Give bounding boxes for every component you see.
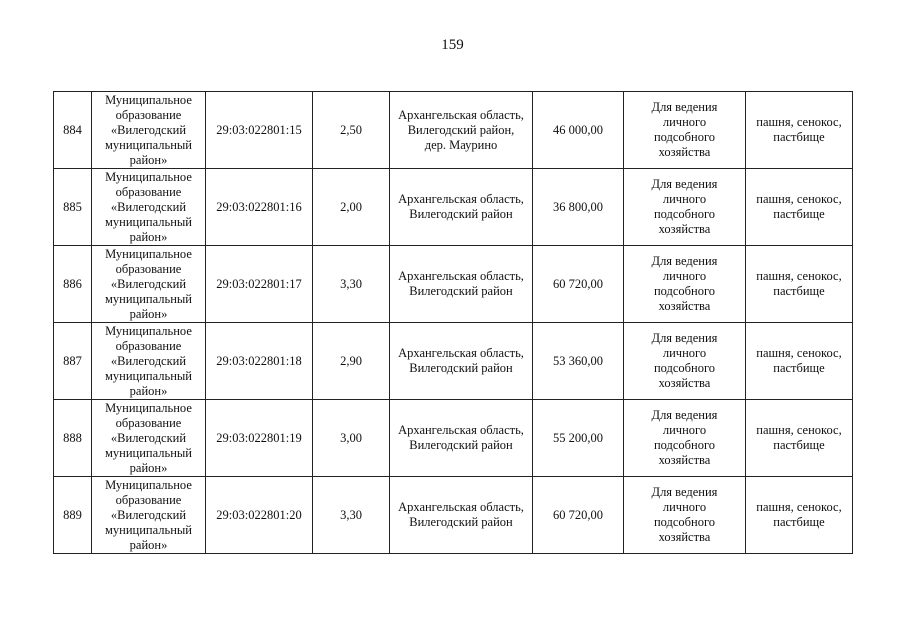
owner-line: «Вилегодский (110, 122, 187, 137)
land-use-cell (746, 400, 853, 477)
land-use-line: пашня, сенокос, (756, 192, 842, 206)
location-cell (390, 169, 533, 246)
permitted-use-line: личного (662, 500, 707, 514)
cadastral-value-cell: 60 720,00 (533, 477, 624, 554)
area-cell: 3,30 (313, 246, 390, 323)
land-use-line: пашня, сенокос, (756, 115, 842, 129)
cadastral-value-cell: 46 000,00 (533, 92, 624, 169)
cadastral-number-cell: 29:03:022801:18 (206, 323, 313, 400)
land-use-line: пашня, сенокос, (756, 269, 842, 283)
land-use-line: пашня, сенокос, (756, 346, 842, 360)
area-cell: 3,00 (313, 400, 390, 477)
owner-line: муниципальный (105, 137, 192, 152)
land-use-line: пашня, сенокос, (756, 500, 842, 514)
location-cell (390, 477, 533, 554)
location-line: Архангельская область, (398, 423, 524, 437)
location-line: Вилегодский район (409, 361, 513, 375)
area-cell: 2,50 (313, 92, 390, 169)
table-body (54, 92, 853, 554)
cadastral-value-cell: 55 200,00 (533, 400, 624, 477)
owner-line: район» (129, 460, 168, 475)
owner-line: образование (115, 107, 182, 122)
owner-line: образование (115, 492, 182, 507)
location-cell (390, 92, 533, 169)
land-use-cell (746, 323, 853, 400)
record-number-cell: 887 (54, 323, 92, 400)
permitted-use-line: Для ведения (651, 485, 718, 499)
location-line: Вилегодский район (409, 515, 513, 529)
location-line: Вилегодский район, (407, 122, 515, 137)
owner-line: образование (115, 261, 182, 276)
table-row (54, 246, 853, 323)
permitted-use-line: подсобного (653, 130, 716, 144)
owner-line: муниципальный (105, 291, 192, 306)
permitted-use-cell (624, 477, 746, 554)
owner-line: муниципальный (105, 445, 192, 460)
cadastral-number-cell: 29:03:022801:16 (206, 169, 313, 246)
owner-line: образование (115, 338, 182, 353)
location-line: Архангельская область, (398, 107, 524, 122)
permitted-use-line: подсобного (653, 284, 716, 298)
owner-line: муниципальный (105, 214, 192, 229)
permitted-use-line: хозяйства (658, 376, 711, 390)
page-number: 159 (441, 37, 464, 53)
land-use-cell (746, 92, 853, 169)
permitted-use-line: Для ведения (651, 408, 718, 422)
land-use-cell (746, 246, 853, 323)
land-use-line: пастбище (773, 361, 825, 375)
location-cell (390, 323, 533, 400)
owner-cell (92, 477, 206, 554)
permitted-use-line: подсобного (653, 361, 716, 375)
table-row (54, 323, 853, 400)
owner-line: «Вилегодский (110, 430, 187, 445)
permitted-use-line: личного (662, 192, 707, 206)
location-line: Архангельская область, (398, 269, 524, 283)
location-cell (390, 246, 533, 323)
owner-line: Муниципальное (105, 92, 192, 107)
land-use-line: пашня, сенокос, (756, 423, 842, 437)
owner-line: район» (129, 229, 168, 244)
location-line: дер. Маурино (424, 137, 498, 152)
cadastral-value-cell: 53 360,00 (533, 323, 624, 400)
owner-cell (92, 92, 206, 169)
table-row (54, 169, 853, 246)
table-row (54, 477, 853, 554)
owner-line: район» (129, 152, 168, 167)
owner-cell (92, 246, 206, 323)
owner-line: район» (129, 537, 168, 552)
location-line: Вилегодский район (409, 207, 513, 221)
land-use-cell (746, 169, 853, 246)
permitted-use-line: Для ведения (651, 331, 718, 345)
permitted-use-line: личного (662, 269, 707, 283)
location-line: Архангельская область, (398, 346, 524, 360)
owner-line: район» (129, 306, 168, 321)
record-number-cell: 885 (54, 169, 92, 246)
land-use-line: пастбище (773, 515, 825, 529)
permitted-use-line: личного (662, 346, 707, 360)
permitted-use-cell (624, 400, 746, 477)
table-row (54, 92, 853, 169)
permitted-use-line: Для ведения (651, 100, 718, 114)
owner-cell (92, 169, 206, 246)
area-cell: 2,00 (313, 169, 390, 246)
permitted-use-cell (624, 323, 746, 400)
cadastral-number-cell: 29:03:022801:17 (206, 246, 313, 323)
record-number-cell: 888 (54, 400, 92, 477)
permitted-use-line: хозяйства (658, 530, 711, 544)
owner-line: Муниципальное (105, 169, 192, 184)
record-number-cell: 884 (54, 92, 92, 169)
owner-line: «Вилегодский (110, 199, 187, 214)
owner-line: «Вилегодский (110, 276, 187, 291)
location-line: Архангельская область, (398, 192, 524, 206)
location-line: Архангельская область, (398, 500, 524, 514)
land-use-line: пастбище (773, 438, 825, 452)
owner-cell (92, 400, 206, 477)
owner-line: район» (129, 383, 168, 398)
cadastral-number-cell: 29:03:022801:19 (206, 400, 313, 477)
owner-line: образование (115, 415, 182, 430)
owner-line: Муниципальное (105, 246, 192, 261)
permitted-use-line: подсобного (653, 438, 716, 452)
owner-line: муниципальный (105, 522, 192, 537)
owner-line: образование (115, 184, 182, 199)
permitted-use-line: подсобного (653, 515, 716, 529)
land-use-line: пастбище (773, 130, 825, 144)
permitted-use-line: подсобного (653, 207, 716, 221)
permitted-use-cell (624, 246, 746, 323)
owner-line: Муниципальное (105, 323, 192, 338)
record-number-cell: 889 (54, 477, 92, 554)
owner-line: Муниципальное (105, 477, 192, 492)
land-use-cell (746, 477, 853, 554)
cadastral-number-cell: 29:03:022801:15 (206, 92, 313, 169)
owner-line: муниципальный (105, 368, 192, 383)
area-cell: 3,30 (313, 477, 390, 554)
location-line: Вилегодский район (409, 438, 513, 452)
permitted-use-line: личного (662, 115, 707, 129)
permitted-use-line: хозяйства (658, 222, 711, 236)
permitted-use-line: Для ведения (651, 177, 718, 191)
land-use-line: пастбище (773, 284, 825, 298)
permitted-use-line: личного (662, 423, 707, 437)
cadastral-value-cell: 36 800,00 (533, 169, 624, 246)
permitted-use-line: Для ведения (651, 254, 718, 268)
owner-line: «Вилегодский (110, 353, 187, 368)
location-cell (390, 400, 533, 477)
table-row (54, 400, 853, 477)
permitted-use-line: хозяйства (658, 145, 711, 159)
area-cell: 2,90 (313, 323, 390, 400)
permitted-use-line: хозяйства (658, 453, 711, 467)
record-number-cell: 886 (54, 246, 92, 323)
permitted-use-cell (624, 92, 746, 169)
location-line: Вилегодский район (409, 284, 513, 298)
owner-line: Муниципальное (105, 400, 192, 415)
owner-line: «Вилегодский (110, 507, 187, 522)
owner-cell (92, 323, 206, 400)
permitted-use-cell (624, 169, 746, 246)
permitted-use-line: хозяйства (658, 299, 711, 313)
cadastral-value-cell: 60 720,00 (533, 246, 624, 323)
land-registry-table (53, 91, 853, 554)
land-use-line: пастбище (773, 207, 825, 221)
cadastral-number-cell: 29:03:022801:20 (206, 477, 313, 554)
